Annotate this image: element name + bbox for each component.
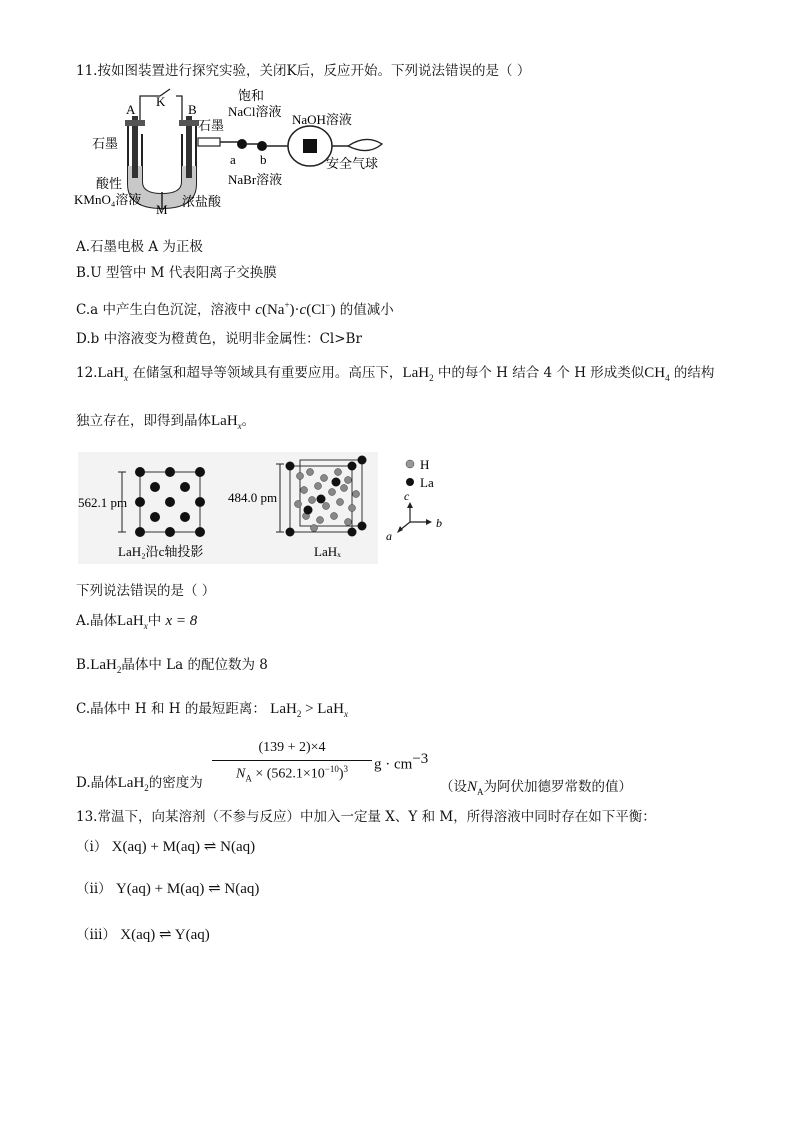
q12-option-a: A.晶体LaH$_x$中 x = 8 [76,613,198,631]
b-electrode-label: B [188,102,197,117]
sat-label-2: NaCl溶液 [228,104,282,119]
lahx-dimension: 484.0 pm [228,490,278,505]
bottle-b-label: b [260,152,267,167]
acid-label-1: 酸性 [96,176,123,191]
q12-option-b: B.LaH$_2$晶体中 La 的配位数为 8 [76,657,268,675]
conc-hcl-label: 浓盐酸 [182,194,222,209]
q12-stem-line2: 独立存在，即得到晶体LaH$_x$。 [76,413,256,431]
k-label: K [156,94,166,109]
a-electrode-label: A [126,102,136,117]
q13-eq3: （iii） X(aq) ⇌ Y(aq) [76,927,210,943]
density-unit: $g \cdot cm^{-3}$ [374,751,429,773]
nabr-label: NaBr溶液 [228,172,283,187]
q11-option-b: B.U 型管中 M 代表阳离子交换膜 [76,265,277,281]
q12-crystal-figure [78,452,458,564]
q11-stem: 11.按如图装置进行探究实验，关闭K后，反应开始。下列说法错误的是（ ） [76,63,531,79]
naoh-label: NaOH溶液 [292,112,352,127]
q11-option-c: C.a 中产生白色沉淀，溶液中 c(Na+)·c(Cl−) 的值减小 [76,300,394,318]
sat-label-1: 饱和 [238,88,265,103]
c-expression: c(Na+)·c(Cl−) [255,300,336,318]
q11-apparatus-figure [70,86,410,216]
legend-h: H [420,457,430,472]
q12-option-d-note: （设$N_A$为阿伏加德罗常数的值） [440,779,633,797]
density-denominator: $N_A \times (562.1\times 10^{-10})^3$ [235,764,349,784]
axis-b-label: b [436,516,442,530]
fraction-bar [212,760,372,761]
lah2-dimension: 562.1 pm [78,495,128,510]
acid-label-2: KMnO₄溶液 [74,192,142,207]
balloon-label: 安全气球 [326,156,379,171]
q12-question: 下列说法错误的是（ ） [76,583,216,599]
graphite-left-label: 石墨 [92,136,119,151]
graphite-right-label: 石墨 [198,118,225,133]
q13-eq2: （ii） Y(aq) + M(aq) ⇌ N(aq) [76,881,260,897]
q12-stem-line1: 12.LaH$_x$ 在储氢和超导等领域具有重要应用。高压下，LaH$_2$ 中的每个 H 结合 4 个 H 形成类似$CH_4$ 的结构 [76,365,715,383]
q13-stem: 13.常温下，向某溶剂（不参与反应）中加入一定量 X、Y 和 M，所得溶液中同时存在如下平衡： [76,809,656,825]
membrane-label: M [156,202,168,216]
lah2-caption: LaH₂沿c轴投影 [118,544,204,559]
q13-eq1: （i） X(aq) + M(aq) ⇌ N(aq) [76,839,256,855]
q11-option-a: A.石墨电极 A 为正极 [76,239,203,255]
legend-la: La [420,475,434,490]
lahx-caption: LaHₓ [314,544,341,559]
axis-c-label: c [404,489,410,503]
q11-option-d: D.b 中溶液变为橙黄色，说明非金属性：Cl>Br [76,331,362,347]
axis-a-label: a [386,529,392,543]
bottle-a-label: a [230,152,236,167]
density-numerator: (139 + 2)×4 [258,740,326,755]
q12-option-c: C.晶体中 H 和 H 的最短距离： LaH$_2$ > LaH$_x$ [76,701,348,719]
q12-option-d: D.晶体LaH$_2$的密度为 [76,775,203,793]
